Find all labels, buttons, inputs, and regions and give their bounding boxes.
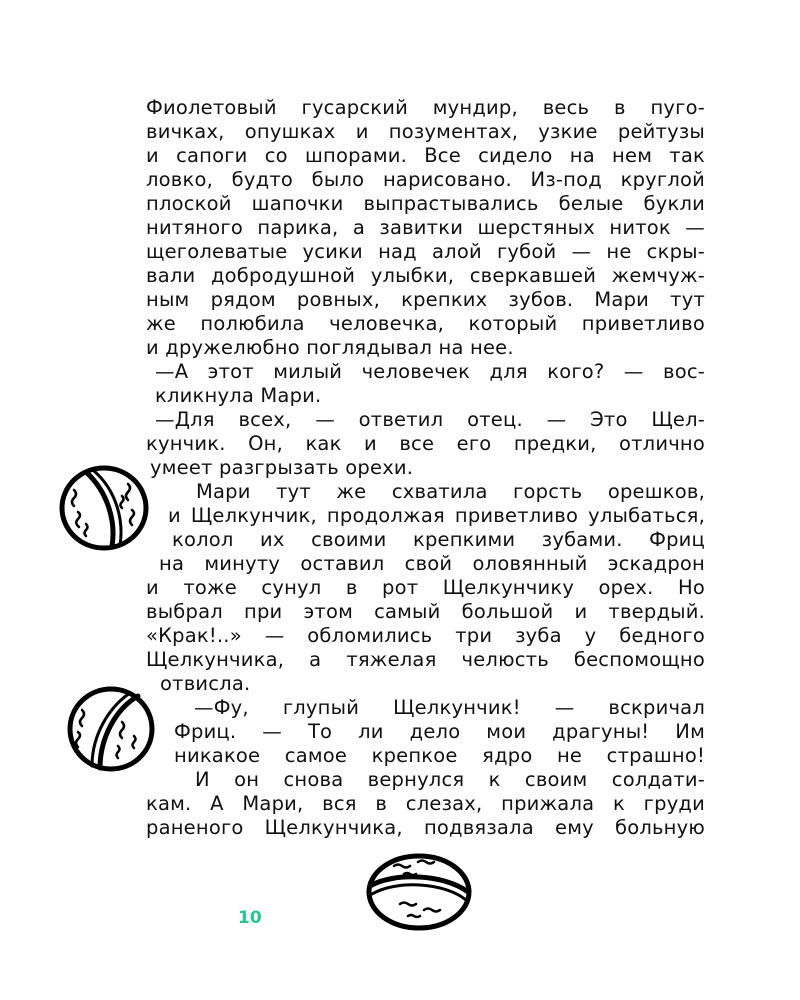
text-line: вали добродушной улыбки, сверкавшей жемчуж- bbox=[146, 264, 705, 287]
text-line: ным рядом ровных, крепких зубов. Мари тут bbox=[146, 288, 705, 311]
text-line: отвисла. bbox=[160, 672, 251, 695]
text-line: —А этот милый человечек для кого? — вос- bbox=[155, 360, 705, 383]
text-line: колол их своими крепкими зубами. Фриц bbox=[172, 528, 705, 551]
text-line: —Фу, глупый Щелкунчик! — вскричал bbox=[194, 696, 705, 719]
text-line: Мари тут же схватила горсть орешков, bbox=[196, 480, 705, 503]
text-line: и сапоги со шпорами. Все сидело на нем так bbox=[146, 144, 705, 167]
walnut-icon bbox=[364, 852, 474, 932]
text-line: умеет разгрызать орехи. bbox=[150, 456, 414, 479]
text-line: Фриц. — То ли дело мои драгуны! Им bbox=[174, 720, 705, 743]
text-line: кликнула Мари. bbox=[155, 384, 322, 407]
walnut-icon bbox=[64, 684, 158, 774]
text-line: на минуту оставил свой оловянный эскадрон bbox=[159, 552, 705, 575]
text-line: и Щелкунчик, продолжая приветливо улыбаться, bbox=[168, 504, 705, 527]
text-line: и тоже сунул в рот Щелкунчику орех. Но bbox=[146, 576, 705, 599]
text-line: никакое самое крепкое ядро не страшно! bbox=[174, 744, 705, 767]
text-line: выбрал при этом самый большой и твердый. bbox=[146, 600, 705, 623]
text-line: и дружелюбно поглядывал на нее. bbox=[146, 336, 514, 359]
text-line: вичках, опушках и позументах, узкие рейтузы bbox=[146, 120, 705, 143]
walnut-icon bbox=[56, 462, 152, 554]
text-line: —Для всех, — ответил отец. — Это Щел- bbox=[155, 408, 705, 431]
text-line: щеголеватые усики над алой губой — не скры- bbox=[146, 240, 705, 263]
text-line: «Крак!..» — обломились три зуба у бедного bbox=[146, 624, 705, 647]
page-number: 10 bbox=[238, 908, 262, 928]
text-line: нитяного парика, а завитки шерстяных ниток — bbox=[146, 216, 705, 239]
text-line: кунчик. Он, как и все его предки, отлично bbox=[146, 432, 705, 455]
text-line: Фиолетовый гусарский мундир, весь в пуго- bbox=[146, 96, 705, 119]
text-line: же полюбила человечка, который приветливо bbox=[146, 312, 705, 335]
text-line: И он снова вернулся к своим солдати- bbox=[195, 768, 705, 791]
text-line: ловко, будто было нарисовано. Из-под круглой bbox=[146, 168, 705, 191]
text-line: кам. А Мари, вся в слезах, прижала к груди bbox=[146, 792, 705, 815]
text-line: раненого Щелкунчика, подвязала ему больную bbox=[146, 816, 705, 839]
text-line: Щелкунчика, а тяжелая челюсть беспомощно bbox=[146, 648, 705, 671]
text-line: плоской шапочки выпрастывались белые букли bbox=[146, 192, 705, 215]
